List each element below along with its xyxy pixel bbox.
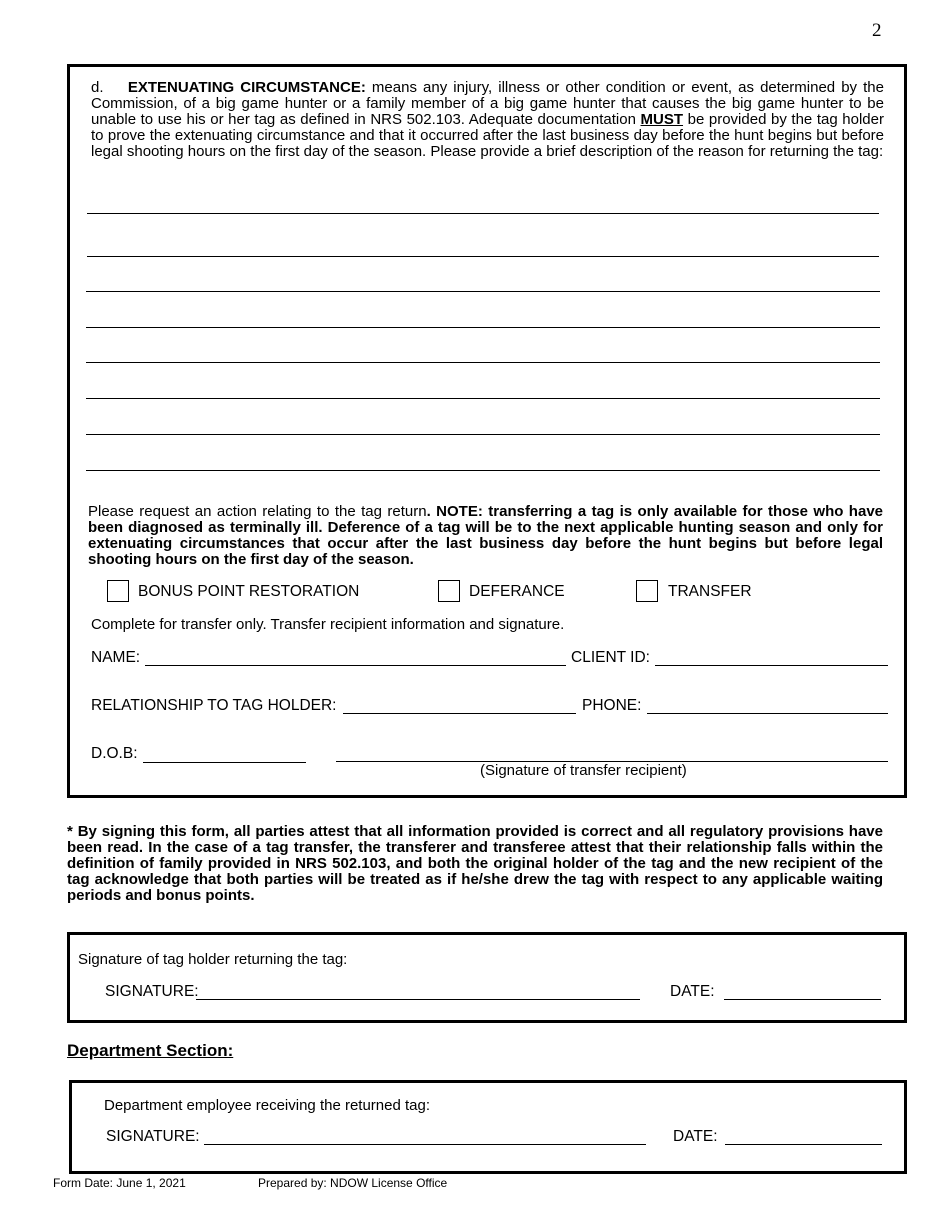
- attestation-text: * By signing this form, all parties attest that all information provided is correct and all regulatory provisions have been read. In the case of a tag transfer, the transferer and transferee attest that their relationship falls within the definition of family provided in NRS 502.103, and both the original holder of the tag and the new recipient of the tag acknowledge that both parties will be treated as if he/she drew the tag with respect to any applicable waiting periods and bonus points.: [67, 823, 883, 904]
- tag-holder-title: Signature of tag holder returning the tag:: [78, 951, 348, 968]
- relationship-label: RELATIONSHIP TO TAG HOLDER:: [91, 697, 337, 714]
- form-date: Form Date: June 1, 2021: [53, 1176, 186, 1190]
- section-d-text-1: means any injury, illness or other condition or event, as determined by the Commission, of a big game hunter or a family member of a big game hunter that causes the big game hunter to be unable to use his or her tag as defined in NRS 502.103. Adequate documentation: [91, 79, 884, 128]
- description-line-2[interactable]: [87, 256, 879, 257]
- bonus-point-restoration-label: BONUS POINT RESTORATION: [138, 583, 360, 600]
- tag-holder-signature-label: SIGNATURE:: [105, 983, 199, 1000]
- page-number: 2: [872, 20, 882, 41]
- tag-holder-date-label: DATE:: [670, 983, 715, 1000]
- description-line-5[interactable]: [86, 362, 880, 363]
- department-date-field[interactable]: [725, 1144, 882, 1145]
- dob-label: D.O.B:: [91, 745, 138, 762]
- section-d-paragraph: [91, 80, 884, 160]
- department-signature-field[interactable]: [204, 1144, 646, 1145]
- tag-holder-date-field[interactable]: [724, 999, 881, 1000]
- dob-field[interactable]: [143, 762, 306, 763]
- description-line-8[interactable]: [86, 470, 880, 471]
- action-note: . NOTE: transferring a tag is only available for those who have been diagnosed as terminally ill. Deference of a tag will be to the next applicable hunting season and only for extenuating circumstances that occur after the last business day before the hunt begins but before legal shooting hours on the first day of the season.: [88, 503, 884, 568]
- tag-holder-signature-field[interactable]: [196, 999, 640, 1000]
- section-d-text-2: be provided by the tag holder to prove the extenuating circumstance and that it occurred after the last business day before the hunt begins but before legal shooting hours on the first day of the season. Please provide a brief description of the reason for returning the tag:: [91, 111, 884, 160]
- action-request-paragraph: [88, 504, 883, 568]
- main-section-box: [67, 64, 907, 798]
- department-section-heading: Department Section:: [67, 1041, 234, 1060]
- relationship-field[interactable]: [343, 713, 576, 714]
- description-line-4[interactable]: [86, 327, 880, 328]
- transfer-instructions: Complete for transfer only. Transfer recipient information and signature.: [91, 616, 565, 633]
- section-d-letter: d.: [91, 79, 104, 96]
- description-line-7[interactable]: [86, 434, 880, 435]
- description-line-3[interactable]: [86, 291, 880, 292]
- tag-holder-signature-box: [67, 932, 907, 1023]
- section-d-heading: EXTENUATING CIRCUMSTANCE:: [127, 79, 366, 96]
- department-title: Department employee receiving the returned tag:: [104, 1097, 431, 1114]
- deferance-checkbox[interactable]: [438, 580, 460, 602]
- recipient-name-label: NAME:: [91, 649, 141, 666]
- department-date-label: DATE:: [673, 1128, 718, 1145]
- bonus-point-restoration-checkbox[interactable]: [107, 580, 129, 602]
- must-emphasis: MUST: [640, 111, 684, 128]
- action-intro: Please request an action relating to the tag return: [88, 503, 427, 520]
- description-line-1[interactable]: [87, 213, 879, 214]
- transfer-label: TRANSFER: [668, 583, 752, 600]
- client-id-label: CLIENT ID:: [571, 649, 650, 666]
- department-signature-box: [69, 1080, 907, 1174]
- transfer-checkbox[interactable]: [636, 580, 658, 602]
- deferance-label: DEFERANCE: [469, 583, 565, 600]
- recipient-name-field[interactable]: [145, 665, 566, 666]
- client-id-field[interactable]: [655, 665, 888, 666]
- prepared-by: Prepared by: NDOW License Office: [258, 1176, 448, 1190]
- phone-field[interactable]: [647, 713, 888, 714]
- description-line-6[interactable]: [86, 398, 880, 399]
- recipient-signature-caption: (Signature of transfer recipient): [480, 762, 687, 779]
- phone-label: PHONE:: [582, 697, 642, 714]
- department-signature-label: SIGNATURE:: [106, 1128, 200, 1145]
